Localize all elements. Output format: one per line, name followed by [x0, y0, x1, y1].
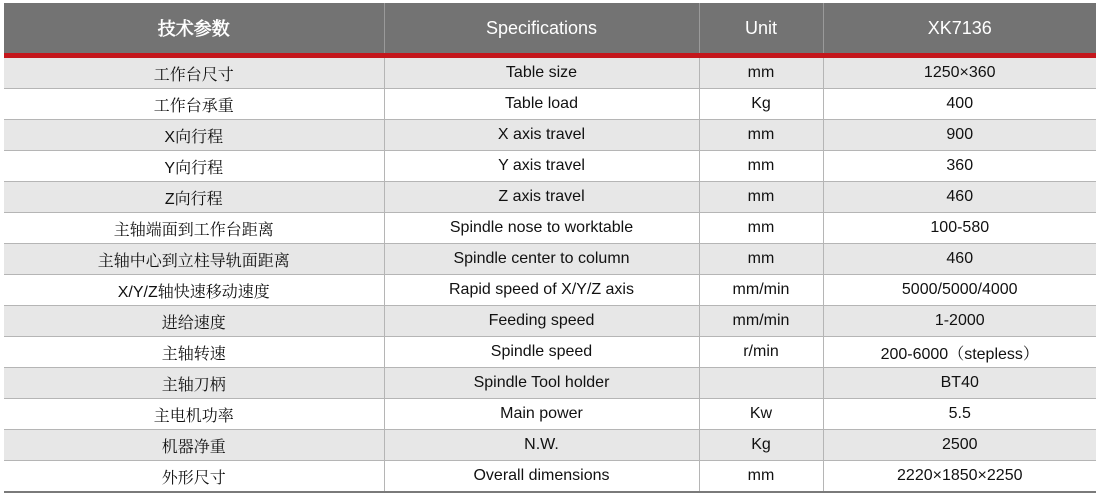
cell-specification: Overall dimensions [384, 461, 699, 493]
cell-unit: Kg [699, 89, 823, 120]
cell-specification: Spindle center to column [384, 244, 699, 275]
table-row [4, 120, 1096, 151]
header-row [4, 3, 1096, 56]
header-model: XK7136 [823, 3, 1096, 56]
cell-unit: mm [699, 244, 823, 275]
cell-unit: mm/min [699, 306, 823, 337]
cell-value: 5.5 [823, 399, 1096, 430]
cell-parameter-cn: Z向行程 [4, 182, 384, 213]
cell-unit [699, 368, 823, 399]
table-row [4, 399, 1096, 430]
cell-value: 200-6000（stepless） [823, 337, 1096, 368]
cell-parameter-cn: X/Y/Z轴快速移动速度 [4, 275, 384, 306]
cell-parameter-cn: 主电机功率 [4, 399, 384, 430]
cell-unit: mm [699, 461, 823, 493]
table-row [4, 89, 1096, 120]
table-row [4, 244, 1096, 275]
table-row [4, 182, 1096, 213]
cell-parameter-cn: 主轴转速 [4, 337, 384, 368]
cell-parameter-cn: X向行程 [4, 120, 384, 151]
header-specifications: Specifications [384, 3, 699, 56]
cell-parameter-cn: 进给速度 [4, 306, 384, 337]
cell-parameter-cn: 主轴中心到立柱导轨面距离 [4, 244, 384, 275]
cell-value: 460 [823, 182, 1096, 213]
header-parameter-cn: 技术参数 [4, 3, 384, 56]
table-row [4, 368, 1096, 399]
cell-parameter-cn: 机器净重 [4, 430, 384, 461]
cell-parameter-cn: Y向行程 [4, 151, 384, 182]
cell-specification: Main power [384, 399, 699, 430]
cell-unit: mm [699, 56, 823, 89]
cell-specification: Y axis travel [384, 151, 699, 182]
cell-specification: Spindle Tool holder [384, 368, 699, 399]
header-unit: Unit [699, 3, 823, 56]
cell-specification: Table load [384, 89, 699, 120]
table-row [4, 213, 1096, 244]
table-row [4, 151, 1096, 182]
cell-specification: X axis travel [384, 120, 699, 151]
cell-specification: Spindle nose to worktable [384, 213, 699, 244]
cell-value: 400 [823, 89, 1096, 120]
cell-value: 1-2000 [823, 306, 1096, 337]
cell-unit: mm [699, 213, 823, 244]
table-row [4, 306, 1096, 337]
cell-value: 5000/5000/4000 [823, 275, 1096, 306]
cell-unit: Kw [699, 399, 823, 430]
table-header [4, 3, 1096, 56]
table-row [4, 56, 1096, 89]
cell-unit: Kg [699, 430, 823, 461]
cell-value: 360 [823, 151, 1096, 182]
cell-value: 460 [823, 244, 1096, 275]
cell-value: BT40 [823, 368, 1096, 399]
table-row [4, 430, 1096, 461]
cell-parameter-cn: 外形尺寸 [4, 461, 384, 493]
cell-specification: Spindle speed [384, 337, 699, 368]
cell-parameter-cn: 工作台承重 [4, 89, 384, 120]
table-row [4, 275, 1096, 306]
cell-specification: Rapid speed of X/Y/Z axis [384, 275, 699, 306]
cell-specification: Z axis travel [384, 182, 699, 213]
cell-unit: r/min [699, 337, 823, 368]
cell-specification: Table size [384, 56, 699, 89]
cell-specification: N.W. [384, 430, 699, 461]
cell-value: 100-580 [823, 213, 1096, 244]
cell-value: 2500 [823, 430, 1096, 461]
cell-unit: mm [699, 120, 823, 151]
cell-unit: mm/min [699, 275, 823, 306]
cell-value: 900 [823, 120, 1096, 151]
cell-parameter-cn: 主轴刀柄 [4, 368, 384, 399]
table-body [4, 56, 1096, 493]
cell-unit: mm [699, 182, 823, 213]
table-row [4, 461, 1096, 493]
cell-parameter-cn: 工作台尺寸 [4, 56, 384, 89]
cell-value: 2220×1850×2250 [823, 461, 1096, 493]
cell-value: 1250×360 [823, 56, 1096, 89]
cell-specification: Feeding speed [384, 306, 699, 337]
spec-table [4, 3, 1096, 493]
cell-unit: mm [699, 151, 823, 182]
cell-parameter-cn: 主轴端面到工作台距离 [4, 213, 384, 244]
table-row [4, 337, 1096, 368]
